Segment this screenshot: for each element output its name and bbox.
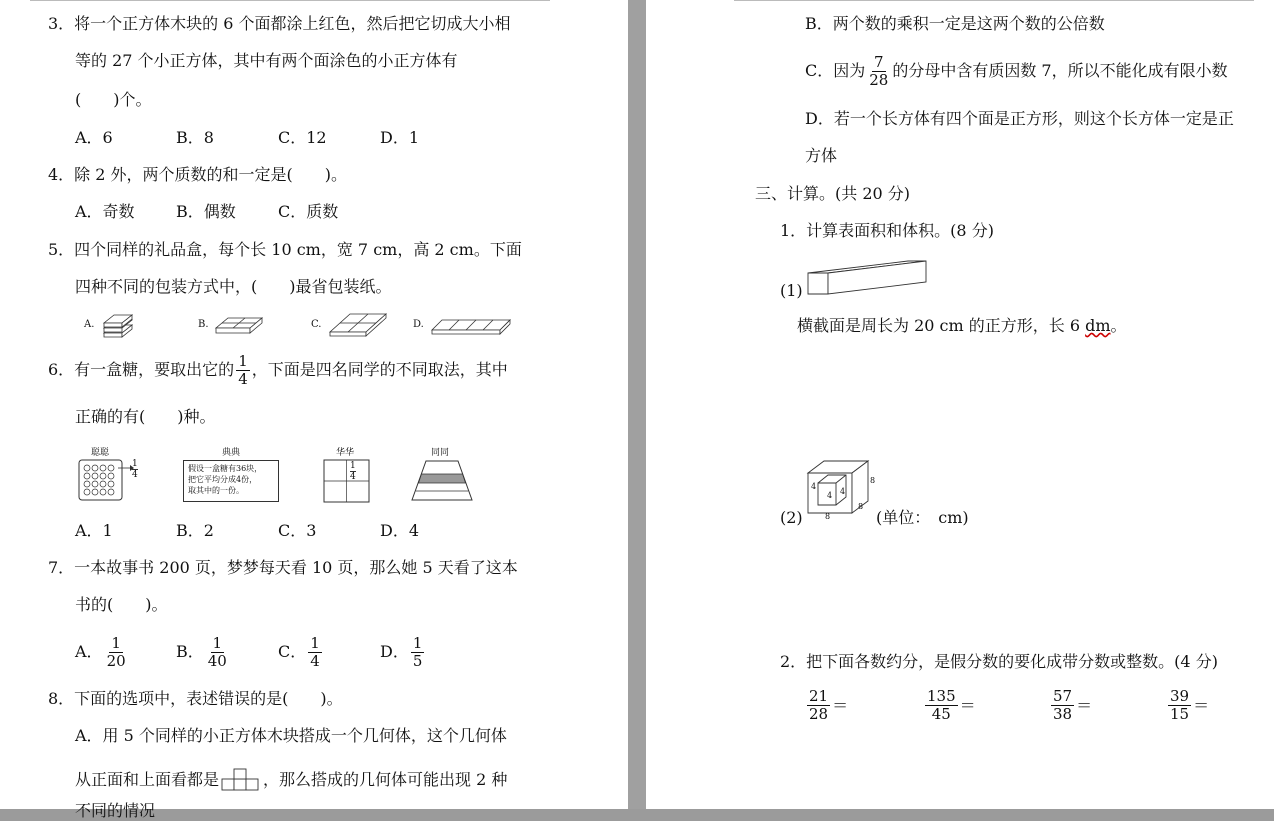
q7-b-den: 40 bbox=[207, 651, 227, 670]
q6-congcong-frac-num: 1 bbox=[132, 459, 138, 469]
q8-line3-post: ，那么搭成的几何体可能出现 2 种 bbox=[263, 770, 508, 789]
q6-note-line3: 取其中的一份。 bbox=[188, 486, 244, 495]
q8-option-c bbox=[805, 52, 1228, 90]
q7-d-num: 1 bbox=[412, 633, 423, 652]
q3-line3: ( )个。 bbox=[75, 90, 152, 109]
q5-label-d: D. bbox=[413, 319, 424, 330]
q7-option-b-frac bbox=[206, 635, 229, 670]
fraction-1-equals: ＝ bbox=[832, 695, 849, 715]
q7-c-num: 1 bbox=[310, 633, 320, 652]
fraction-3-den: 38 bbox=[1053, 705, 1073, 723]
q8-line1: 8．下面的选项中，表述错误的是( )。 bbox=[48, 689, 343, 708]
fig-label-1: 4 bbox=[811, 482, 817, 491]
page-gutter bbox=[628, 0, 646, 809]
item1-desc-post: 。 bbox=[1110, 316, 1127, 335]
fraction-4-num: 39 bbox=[1170, 687, 1190, 705]
q6-huahua-frac-num: 1 bbox=[350, 461, 356, 471]
q5-figure-b-flat2x2-icon bbox=[214, 314, 264, 336]
q6-note-line1: 假设一盒糖有36块， bbox=[188, 464, 263, 473]
q7-option-b bbox=[176, 633, 231, 671]
q6-option-d: D．4 bbox=[380, 521, 420, 540]
fraction-1-num: 21 bbox=[809, 687, 829, 705]
q5-figure-d-row-icon bbox=[430, 314, 512, 336]
q4-option-a: A．奇数 bbox=[75, 202, 135, 221]
fraction-item-1 bbox=[805, 688, 848, 723]
item1-cuboid-icon bbox=[806, 259, 930, 297]
q8-c-den: 28 bbox=[869, 70, 889, 89]
q3-line2: 等的 27 个小正方体，其中有两个面涂色的小正方体有 bbox=[75, 51, 458, 70]
q7-option-d-frac bbox=[411, 635, 425, 670]
q8-c-num: 7 bbox=[874, 52, 884, 71]
q7-line2: 书的( )。 bbox=[75, 595, 168, 614]
fig-label-4: 8 bbox=[870, 476, 876, 485]
q7-option-c-letter: C． bbox=[278, 642, 307, 661]
q6-name-diandian: 典典 bbox=[222, 448, 241, 458]
q8-line3 bbox=[75, 768, 507, 792]
page-top-rule bbox=[30, 0, 550, 1]
right-page bbox=[646, 0, 1274, 809]
item1-desc-pre: 横截面是周长为 20 cm 的正方形，长 6 bbox=[797, 316, 1086, 335]
q8-option-b: B．两个数的乘积一定是这两个数的公倍数 bbox=[805, 14, 1105, 33]
q6-option-b: B．2 bbox=[176, 521, 214, 540]
q8-option-c-frac bbox=[867, 54, 890, 89]
q6-name-congcong: 聪聪 bbox=[91, 448, 110, 458]
q6-line2: 正确的有( )种。 bbox=[75, 407, 216, 426]
q8-option-c-post: 的分母中含有质因数 7，所以不能化成有限小数 bbox=[892, 61, 1228, 80]
q7-b-num: 1 bbox=[212, 633, 223, 652]
fraction-2-num: 135 bbox=[927, 687, 956, 705]
item1-description bbox=[797, 316, 1127, 336]
q6-frac-num: 1 bbox=[238, 351, 248, 370]
fraction-1-den: 28 bbox=[809, 705, 829, 723]
q3-option-b: B．8 bbox=[176, 128, 214, 147]
q6-frac-den: 4 bbox=[238, 369, 248, 388]
fraction-3 bbox=[1051, 688, 1074, 723]
q8-line4: 不同的情况 bbox=[75, 801, 156, 820]
fraction-3-equals: ＝ bbox=[1076, 695, 1093, 715]
q8-line2: A．用 5 个同样的小正方体木块搭成一个几何体，这个几何体 bbox=[75, 726, 507, 745]
left-page bbox=[0, 0, 628, 820]
q6-figure-square-quarter-icon bbox=[323, 459, 371, 503]
fraction-item-3 bbox=[1049, 688, 1092, 723]
q7-option-a bbox=[75, 633, 130, 671]
item1-desc-unit: dm bbox=[1085, 316, 1111, 335]
q6-huahua-fraction bbox=[350, 461, 356, 482]
q4-option-c: C．质数 bbox=[278, 202, 339, 221]
q6-option-a: A．1 bbox=[75, 521, 113, 540]
fraction-4-den: 15 bbox=[1170, 705, 1190, 723]
fraction-2-equals: ＝ bbox=[959, 695, 976, 715]
q5-label-c: C. bbox=[311, 319, 322, 330]
q8-option-d-line2: 方体 bbox=[805, 146, 838, 165]
fraction-2 bbox=[925, 688, 958, 723]
item1-label: (1) bbox=[780, 281, 803, 300]
q8-option-d-line1: D．若一个长方体有四个面是正方形，则这个长方体一定是正 bbox=[805, 109, 1234, 128]
fraction-4 bbox=[1168, 688, 1191, 723]
q6-congcong-fraction bbox=[132, 459, 138, 480]
fraction-2-den: 45 bbox=[931, 705, 951, 723]
fraction-3-num: 57 bbox=[1053, 687, 1073, 705]
fraction-item-4 bbox=[1166, 688, 1209, 723]
section3-title: 三、计算。(共 20 分) bbox=[755, 184, 911, 203]
q5-line1: 5．四个同样的礼品盒，每个长 10 cm，宽 7 cm，高 2 cm。下面 bbox=[48, 240, 522, 259]
q7-a-den: 20 bbox=[106, 651, 126, 670]
q3-option-d: D．1 bbox=[380, 128, 420, 147]
q7-option-a-letter: A． bbox=[75, 642, 103, 661]
q5-label-a: A. bbox=[84, 319, 95, 330]
q3-option-c: C．12 bbox=[278, 128, 327, 147]
q7-a-num: 1 bbox=[111, 633, 121, 652]
q5-figure-a-stack-icon bbox=[100, 311, 136, 339]
q3-line1: 3．将一个正方体木块的 6 个面都涂上红色，然后把它切成大小相 bbox=[48, 14, 511, 33]
q5-label-b: B. bbox=[198, 319, 209, 330]
item2-unit: (单位： cm) bbox=[876, 508, 969, 527]
fraction-1 bbox=[807, 688, 830, 723]
page-top-rule-right bbox=[734, 0, 1254, 1]
q6-name-tongtong: 同同 bbox=[431, 448, 450, 458]
q3-option-a: A．6 bbox=[75, 128, 113, 147]
q7-option-d-letter: D． bbox=[380, 642, 409, 661]
q6-congcong-frac-den: 4 bbox=[132, 470, 138, 480]
q6-text-pre: 6．有一盒糖，要取出它的 bbox=[48, 360, 235, 379]
q7-line1: 7．一本故事书 200 页，梦梦每天看 10 页，那么她 5 天看了这本 bbox=[48, 558, 518, 577]
q8-option-c-pre: C．因为 bbox=[805, 61, 866, 80]
q6-line1 bbox=[48, 352, 508, 388]
q4-option-b: B．偶数 bbox=[176, 202, 236, 221]
q6-huahua-frac-den: 4 bbox=[350, 472, 356, 482]
q7-d-den: 5 bbox=[412, 651, 423, 670]
q6-figure-trapezoid-icon bbox=[410, 459, 474, 503]
fig-label-2: 4 bbox=[827, 491, 833, 500]
q7-option-c bbox=[278, 633, 324, 671]
fig-label-3: 4 bbox=[840, 487, 846, 496]
q7-option-d bbox=[380, 633, 426, 671]
q4-line1: 4．除 2 外，两个质数的和一定是( )。 bbox=[48, 165, 348, 184]
q5-line2: 四种不同的包装方式中，( )最省包装纸。 bbox=[75, 277, 392, 296]
q6-diandian-note bbox=[183, 460, 279, 502]
q6-text-post: ，下面是四名同学的不同取法，其中 bbox=[251, 360, 508, 379]
q7-c-den: 4 bbox=[310, 651, 320, 670]
q6-name-huahua: 华华 bbox=[336, 448, 355, 458]
q7-option-c-frac bbox=[308, 635, 322, 670]
fig-label-5: 8 bbox=[858, 502, 864, 511]
fraction-item-2 bbox=[923, 688, 976, 723]
sub2-title: 2．把下面各数约分，是假分数的要化成带分数或整数。(4 分) bbox=[780, 652, 1218, 671]
fig-label-6: 8 bbox=[825, 512, 831, 521]
q6-fraction bbox=[236, 353, 250, 388]
fraction-4-equals: ＝ bbox=[1193, 695, 1210, 715]
q8-view-shape-icon bbox=[221, 768, 261, 792]
q8-line3-pre: 从正面和上面看都是 bbox=[75, 770, 220, 789]
q5-figure-c-flatbig-icon bbox=[328, 310, 388, 340]
q7-option-a-frac bbox=[105, 635, 128, 670]
item2-label: (2) bbox=[780, 508, 803, 527]
q7-option-b-letter: B． bbox=[176, 642, 204, 661]
sub1-title: 1．计算表面积和体积。(8 分) bbox=[780, 221, 994, 240]
q6-option-c: C．3 bbox=[278, 521, 317, 540]
q6-note-line2: 把它平均分成4份， bbox=[188, 475, 258, 484]
